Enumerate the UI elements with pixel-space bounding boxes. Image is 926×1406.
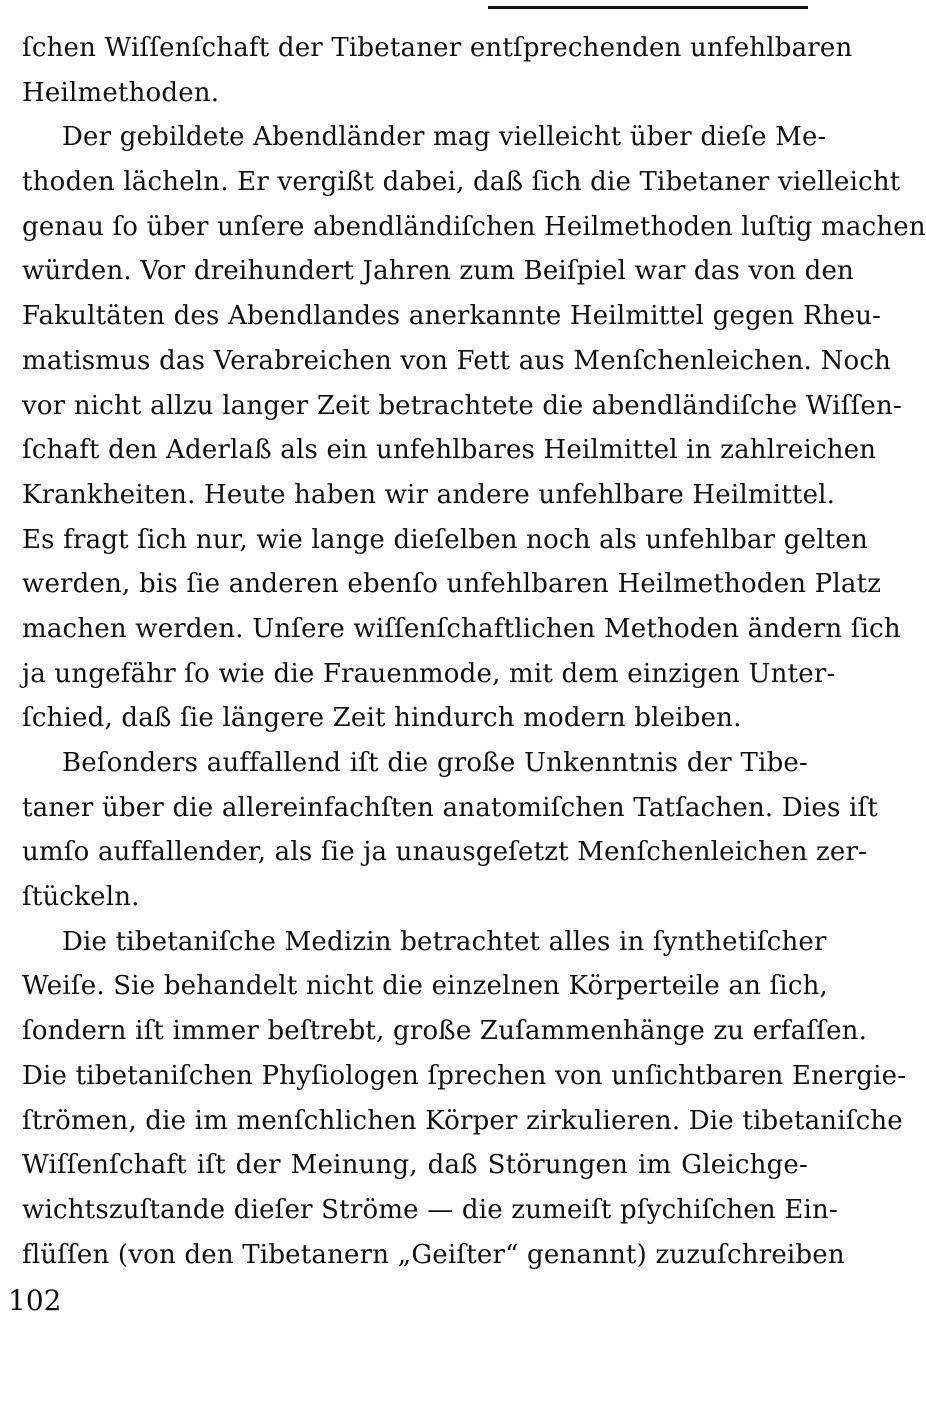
text-line: Wiſſenſchaft iſt der Meinung, daß Störungen im Gleichge- [22,1150,808,1181]
text-line: flüſſen (von den Tibetanern „Geiſter“ genannt) zuzuſchreiben [22,1239,845,1270]
header-rule [488,6,808,9]
text-line: thoden lächeln. Er vergißt dabei, daß ſich die Tibetaner vielleicht [22,167,901,198]
text-line: würden. Vor dreihundert Jahren zum Beiſpiel war das von den [22,256,854,287]
text-line: Krankheiten. Heute haben wir andere unfehlbare Heilmittel. [22,479,836,510]
text-line: genau ſo über unſere abendländiſchen Heilmethoden luſtig machen [22,211,926,242]
text-line: Beſonders auffallend iſt die große Unkenntnis der Tibe- [62,748,808,778]
book-page-text [22,26,926,1277]
text-line: ſchen Wiſſenſchaft der Tibetaner entſprechenden unfehlbaren [22,33,853,63]
text-line: Der gebildete Abendländer mag vielleicht über dieſe Me- [62,122,827,153]
text-line: werden, bis ſie anderen ebenſo unfehlbaren Heilmethoden Platz [22,569,882,600]
text-line: ſtückeln. [22,882,140,913]
text-line: Es fragt ſich nur, wie lange dieſelben noch als unfehlbar gelten [22,524,868,555]
text-line: Die tibetaniſchen Phyſiologen ſprechen von unſichtbaren Energie- [22,1060,907,1091]
text-line: machen werden. Unſere wiſſenſchaftlichen Methoden ändern ſich [22,613,901,644]
text-line: ſchaft den Aderlaß als ein unfehlbares Heilmittel in zahlreichen [22,435,877,466]
text-line: wichtszuſtande dieſer Ströme — die zumeiſt pſychiſchen Ein- [22,1194,838,1225]
text-line: ſchied, daß ſie längere Zeit hindurch modern bleiben. [22,703,742,734]
text-line: umſo auffallender, als ſie ja unausgeſetzt Menſchenleichen zer- [22,837,868,868]
text-line: Die tibetaniſche Medizin betrachtet alles in ſynthetiſcher [62,926,827,957]
text-line: ja ungefähr ſo wie die Frauenmode, mit dem einzigen Unter- [22,658,836,689]
text-line: ſtrömen, die im menſchlichen Körper zirkulieren. Die tibetaniſche [22,1105,903,1136]
text-line: Weiſe. Sie behandelt nicht die einzelnen Körperteile an ſich, [22,971,828,1002]
text-line: matismus das Verabreichen von Fett aus Menſchenleichen. Noch [22,345,892,376]
text-line: ſondern iſt immer beſtrebt, große Zuſammenhänge zu erfaſſen. [22,1016,868,1047]
text-line: taner über die allereinfachſten anatomiſchen Tatſachen. Dies iſt [22,792,878,823]
text-line: Heilmethoden. [22,77,220,108]
text-line: Fakultäten des Abendlandes anerkannte Heilmittel gegen Rheu- [22,301,882,332]
text-line: vor nicht allzu langer Zeit betrachtete die abendländiſche Wiſſen- [22,390,902,421]
page-number: 102 [8,1284,62,1317]
